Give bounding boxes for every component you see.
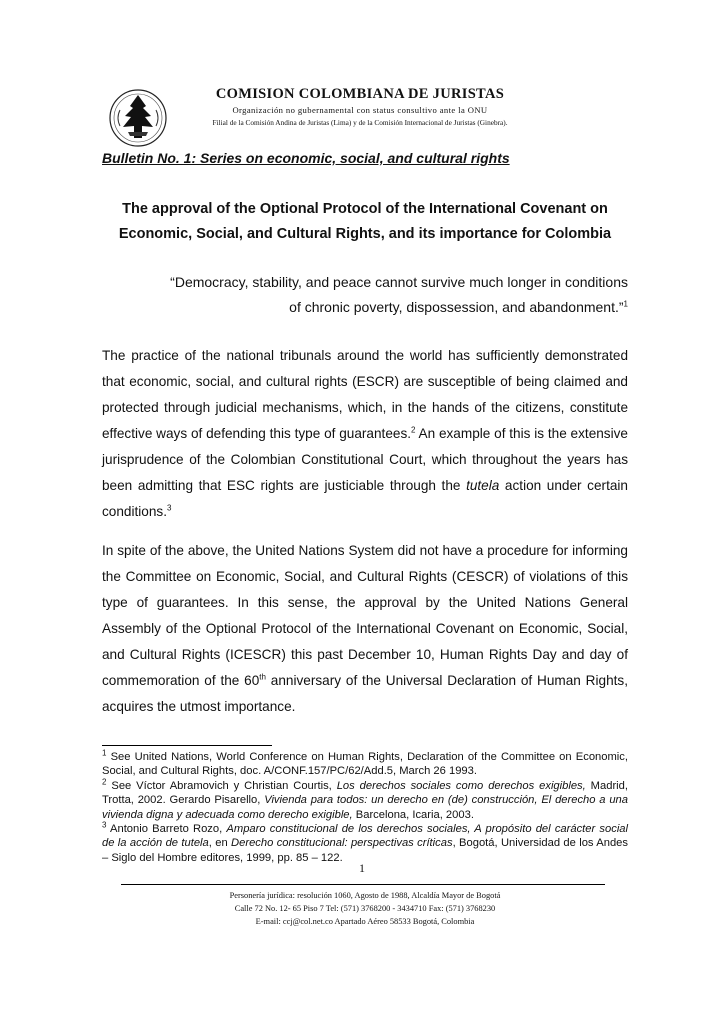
paragraph-1-text-a: The practice of the national tribunals around the world has sufficiently demonstrated that economic, social, and cultural rights (ESCR) are susceptible of being claimed and protected through judicial mechanisms, which, in the hands of the citizens, constitute effective ways of defending this type of guarantees. [102, 348, 628, 441]
footnote-1-number: 1 [102, 748, 107, 758]
quote-line-1: “Democracy, stability, and peace cannot survive much longer in conditions [170, 274, 628, 290]
ordinal-suffix: th [259, 672, 266, 682]
epigraph-quote [102, 270, 628, 320]
footnote-2-text-a: See Víctor Abramovich y Christian Courtis, [106, 779, 337, 792]
footnote-3 [102, 822, 628, 865]
paragraph-2-text-a: In spite of the above, the United Nations System did not have a procedure for informing the Committee on Economic, Social, and Cultural Rights (CESCR) of violations of this type of guarantees. In this sense, the approval by the United Nations General Assembly of the Optional Protocol of the International Covenant on Economic, Social, and Cultural Rights (ICESCR) this past December 10, Human Rights Day and day of commemoration of the 60 [102, 543, 628, 688]
footer-contact: E-mail: ccj@col.net.co Apartado Aéreo 58533 Bogotá, Colombia [255, 917, 475, 926]
footnotes [102, 750, 628, 865]
bulletin-heading: Bulletin No. 1: Series on economic, social, and cultural rights [102, 150, 510, 166]
footnote-2-title-1: Los derechos sociales como derechos exigibles, [336, 779, 586, 792]
org-filial: Filial de la Comisión Andina de Juristas (Lima) y de la Comisión Internacional de Juristas (Ginebra). [212, 118, 508, 127]
paragraph-1-text-b: An example of this is the extensive jurisprudence of the Colombian Constitutional Court, which throughout the years has been admitting that ESC rights are justiciable through the [102, 426, 628, 493]
footnote-separator [102, 745, 272, 746]
org-subtitle: Organización no gubernamental con status consultivo ante la ONU [232, 105, 488, 115]
title-line-2: Economic, Social, and Cultural Rights, and its importance for Colombia [118, 226, 612, 242]
footnote-2 [102, 779, 628, 822]
footnote-ref-2[interactable]: 2 [411, 425, 416, 435]
title-line-1: The approval of the Optional Protocol of the International Covenant on [122, 201, 608, 217]
footnote-2-title-2: Vivienda para todos: un derecho en (de) construcción, El derecho a una vivienda digna y adecuada como derecho exigible, [102, 794, 628, 821]
footnote-3-title-2: Derecho constitucional: perspectivas críticas [231, 837, 453, 850]
footnote-3-title-1: Amparo constitucional de los derechos sociales, A propósito del carácter social de la acción de tutela [102, 823, 629, 850]
footer-separator [121, 884, 605, 885]
footnote-3-text-c: , Bogotá, Universidad de los Andes – Siglo del Hombre editores, 1999, pp. 85 – 122. [102, 837, 628, 864]
tutela-term: tutela [466, 478, 500, 493]
footnote-3-number: 3 [102, 820, 107, 830]
footnote-ref-1[interactable]: 1 [623, 299, 628, 309]
document-title [102, 197, 628, 247]
org-name: COMISION COLOMBIANA DE JURISTAS [215, 86, 505, 102]
paragraph-1-text-c: action under certain conditions. [102, 478, 628, 519]
footnote-3-text-b: , en [208, 837, 232, 850]
page-number: 1 [359, 861, 365, 875]
footer-address: Calle 72 No. 12- 65 Piso 7 Tel: (571) 3768200 - 3434710 Fax: (571) 3768230 [234, 904, 496, 913]
footnote-2-number: 2 [102, 777, 107, 787]
paragraph-1 [102, 343, 628, 525]
footnote-ref-3[interactable]: 3 [167, 503, 172, 513]
quote-line-2 [102, 295, 628, 320]
footnote-1-text: See United Nations, World Conference on Human Rights, Declaration of the Committee on Economic, Social, and Cultural Rights, doc. A/CONF.157/PC/62/Add.5, March 26 1993. [102, 751, 628, 778]
footer-legal: Personería jurídica: resolución 1060, Agosto de 1988, Alcaldía Mayor de Bogotá [229, 891, 501, 900]
footnote-2-text-c: Barcelona, Icaria, 2003. [352, 808, 474, 821]
footnote-2-text-b: Madrid, Trotta, 2002. Gerardo Pisarello, [102, 779, 628, 807]
footnote-1 [102, 750, 628, 779]
paragraph-2-text-b: anniversary of the Universal Declaration of Human Rights, acquires the utmost importance. [102, 673, 628, 714]
paragraph-2 [102, 538, 628, 720]
quote-line-2-text: of chronic poverty, dispossession, and abandonment.” [289, 299, 624, 315]
footnote-3-text-a: Antonio Barreto Rozo, [106, 823, 227, 836]
